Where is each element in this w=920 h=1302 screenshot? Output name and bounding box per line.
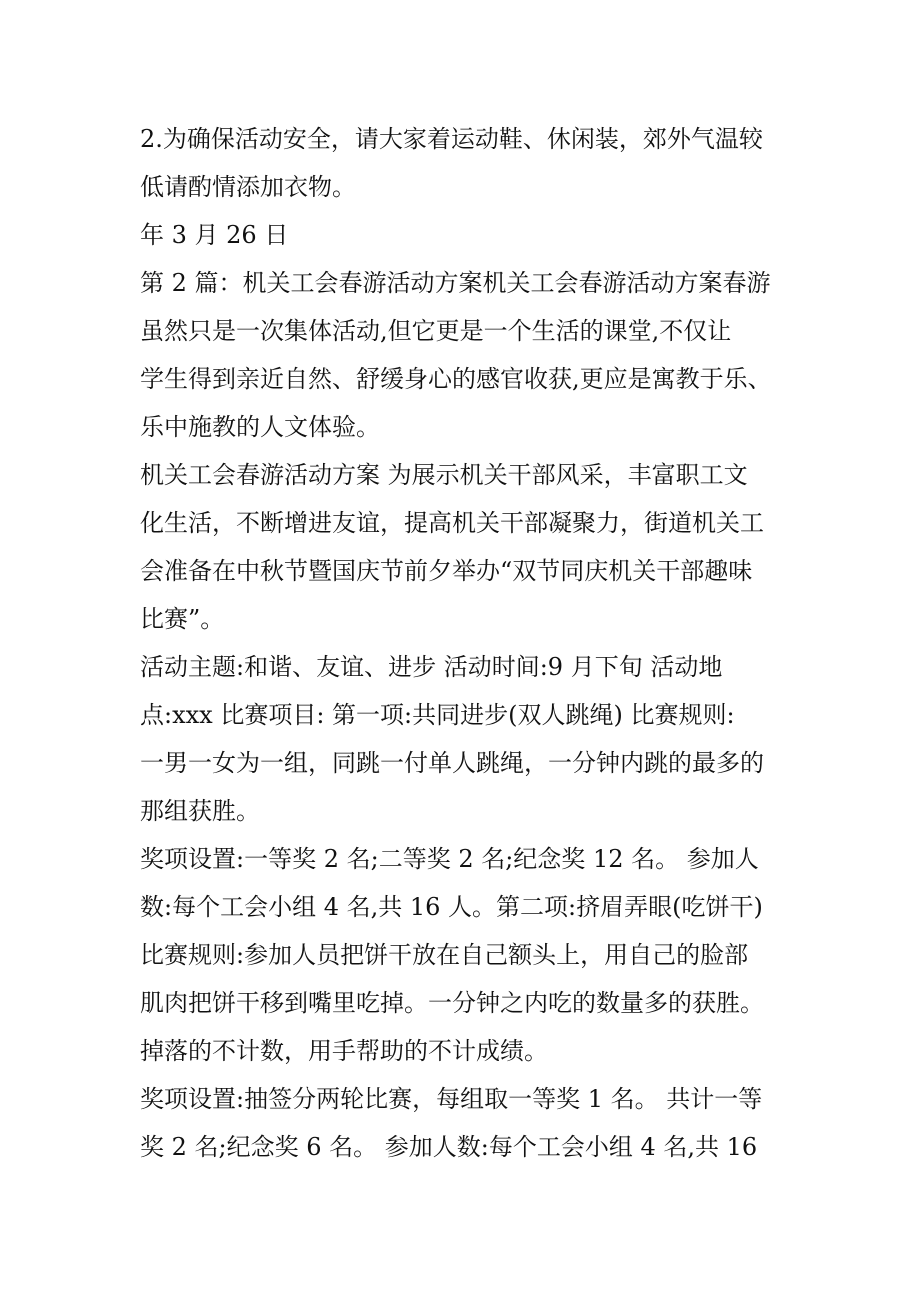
text-line: 奖项设置:抽签分两轮比赛，每组取一等奖 1 名。 共计一等 bbox=[140, 1085, 763, 1113]
text-line: 数:每个工会小组 4 名,共 16 人。第二项:挤眉弄眼(吃饼干) bbox=[140, 893, 763, 921]
text-line: 掉落的不计数，用手帮助的不计成绩。 bbox=[140, 1037, 548, 1065]
text-line: 会准备在中秋节暨国庆节前夕举办“双节同庆机关干部趣味 bbox=[140, 557, 753, 585]
text-line: 一男一女为一组，同跳一付单人跳绳，一分钟内跳的最多的 bbox=[140, 749, 764, 777]
text-line: 年 3 月 26 日 bbox=[140, 221, 289, 249]
text-line: 乐中施教的人文体验。 bbox=[140, 413, 380, 441]
text-line: 奖项设置:一等奖 2 名;二等奖 2 名;纪念奖 12 名。 参加人 bbox=[140, 845, 759, 873]
text-line: 2.为确保活动安全，请大家着运动鞋、休闲装，郊外气温较 bbox=[140, 125, 763, 153]
text-line: 化生活，不断增进友谊，提高机关干部凝聚力，街道机关工 bbox=[140, 509, 764, 537]
body-text bbox=[140, 115, 820, 1171]
text-line: 学生得到亲近自然、舒缓身心的感官收获,更应是寓教于乐、 bbox=[140, 365, 772, 393]
text-line: 点:xxx 比赛项目: 第一项:共同进步(双人跳绳) 比赛规则: bbox=[140, 701, 735, 729]
text-line: 比赛”。 bbox=[140, 605, 225, 633]
text-line: 比赛规则:参加人员把饼干放在自己额头上，用自己的脸部 bbox=[140, 941, 749, 969]
text-line: 低请酌情添加衣物。 bbox=[140, 173, 356, 201]
text-line: 活动主题:和谐、友谊、进步 活动时间:9 月下旬 活动地 bbox=[140, 653, 723, 681]
text-line: 那组获胜。 bbox=[140, 797, 260, 825]
text-line: 肌肉把饼干移到嘴里吃掉。一分钟之内吃的数量多的获胜。 bbox=[140, 989, 764, 1017]
text-line: 奖 2 名;纪念奖 6 名。 参加人数:每个工会小组 4 名,共 16 bbox=[140, 1133, 758, 1161]
text-line: 虽然只是一次集体活动,但它更是一个生活的课堂,不仅让 bbox=[140, 317, 732, 345]
text-line: 机关工会春游活动方案 为展示机关干部风采，丰富职工文 bbox=[140, 461, 748, 489]
text-line: 第 2 篇：机关工会春游活动方案机关工会春游活动方案春游 bbox=[140, 269, 771, 297]
